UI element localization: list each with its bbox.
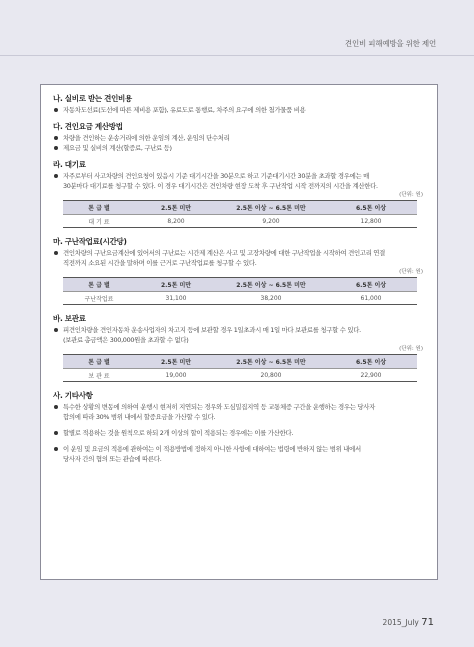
content-box	[40, 84, 438, 580]
table-cell: 12,800	[325, 215, 417, 228]
section-title-na: 나. 실비로 받는 견인비용	[53, 94, 132, 103]
table-header-cell: 6.5톤 이상	[325, 201, 417, 215]
unit-label: (단위: 원)	[399, 269, 423, 275]
section-title-sa: 사. 기타사항	[53, 391, 93, 400]
rescue-fee-table	[63, 277, 417, 305]
section-title-ra: 라. 대기료	[53, 160, 86, 169]
bullet-item: 이 운임 및 요금의 적용에 관하여는 이 적용방법에 정하지 아니한 사항에 대하여는 법령에 반하지 않는 범위 내에서	[53, 444, 427, 454]
table-header-cell: 6.5톤 이상	[325, 278, 417, 292]
unit-label: (단위: 원)	[399, 192, 423, 198]
bullet-continuation: 합의에 따라 30% 범위 내에서 할증요금을 가산할 수 있다.	[63, 413, 216, 421]
bullet-continuation: 당사자 간의 협의 또는 관습에 따른다.	[63, 455, 162, 463]
bullet-item: 할별로 적용하는 것을 원칙으로 하되 2개 이상의 할이 적용되는 경우에는 이를 가산한다.	[53, 428, 427, 438]
table-header-cell: 톤 급 별	[63, 278, 135, 292]
table-cell: 8,200	[135, 215, 217, 228]
table-header-cell: 2.5톤 이상 ~ 6.5톤 미만	[217, 278, 325, 292]
table-row	[63, 369, 417, 382]
bullet-item: 피견인차량을 견인자동차 운송사업자의 차고지 등에 보관할 경우 1일초과시 매 1일 마다 보관료를 청구할 수 있다.	[53, 325, 427, 335]
table-header-cell: 6.5톤 이상	[325, 355, 417, 369]
page-number: 71	[421, 617, 434, 628]
table-header-cell: 톤 급 별	[63, 201, 135, 215]
table-header-cell: 톤 급 별	[63, 355, 135, 369]
table-header-cell: 2.5톤 이상 ~ 6.5톤 미만	[217, 355, 325, 369]
bullet-item: 견인차량의 구난요금계산에 있어서의 구난료는 시간제 계산은 사고 및 고장차량에 대한 구난작업을 시작하여 견인고리 연결	[53, 248, 427, 258]
bullet-continuation: 30분마다 대기료를 청구할 수 있다. 이 경우 대기시간은 견인차량 현장 도착 후 구난작업 시작 전까지의 시간을 계산한다.	[63, 182, 378, 190]
page-footer	[383, 617, 434, 628]
table-header-cell: 2.5톤 이상 ~ 6.5톤 미만	[217, 201, 325, 215]
section-title-ma: 마. 구난작업료(시간당)	[53, 237, 127, 246]
table-cell: 19,000	[135, 369, 217, 382]
table-row	[63, 215, 417, 228]
table-header-row	[63, 201, 417, 215]
header-divider	[0, 55, 474, 56]
waiting-fee-table	[63, 200, 417, 228]
table-header-row	[63, 355, 417, 369]
running-title: 견인비 피해예방을 위한 제언	[344, 39, 436, 48]
table-header-cell: 2.5톤 미만	[135, 355, 217, 369]
bullet-continuation: 직전까지 소요된 시간을 말하며 이를 근거로 구난작업료를 청구할 수 있다.	[63, 259, 257, 267]
page-header	[0, 0, 474, 70]
issue-label: 2015_July	[382, 618, 422, 627]
table-header-row	[63, 278, 417, 292]
storage-fee-table	[63, 354, 417, 382]
bullet-item: 자동차도선료(도선에 따른 제비용 포함), 유료도로 통행료, 차주의 요구에 의한 첨가물품 비용	[53, 105, 427, 115]
table-cell: 20,800	[217, 369, 325, 382]
table-cell: 31,100	[135, 292, 217, 305]
section-title-ba: 바. 보관료	[53, 314, 86, 323]
table-cell: 보 관 료	[63, 369, 135, 382]
section-title-da: 다. 견인요금 계산방법	[53, 122, 123, 131]
bullet-item: 제요금 및 실비의 계산(할증료, 구난료 등)	[53, 143, 427, 153]
table-row	[63, 292, 417, 305]
table-cell: 22,900	[325, 369, 417, 382]
table-cell: 61,000	[325, 292, 417, 305]
bullet-item: 특수한 상황의 변동에 의하여 운행시 현저히 지연되는 경우와 도심밀집지역 등 교통체증 구간을 운행하는 경우는 당사자	[53, 402, 427, 412]
table-cell: 38,200	[217, 292, 325, 305]
bullet-continuation: (보관료 총금액은 300,000원을 초과할 수 없다)	[63, 336, 189, 344]
table-header-cell: 2.5톤 미만	[135, 201, 217, 215]
table-cell: 대 기 료	[63, 215, 135, 228]
table-cell: 9,200	[217, 215, 325, 228]
unit-label: (단위: 원)	[399, 346, 423, 352]
table-header-cell: 2.5톤 미만	[135, 278, 217, 292]
table-cell: 구난작업료	[63, 292, 135, 305]
bullet-item: 차량을 견인하는 운송거리에 의한 운임의 계산, 운임의 단수처리	[53, 133, 427, 143]
bullet-item: 자주로부터 사고차량의 견인요청이 있음시 기준 대기시간을 30분으로 하고 기준대기시간 30분을 초과할 경우에는 매	[53, 171, 427, 181]
